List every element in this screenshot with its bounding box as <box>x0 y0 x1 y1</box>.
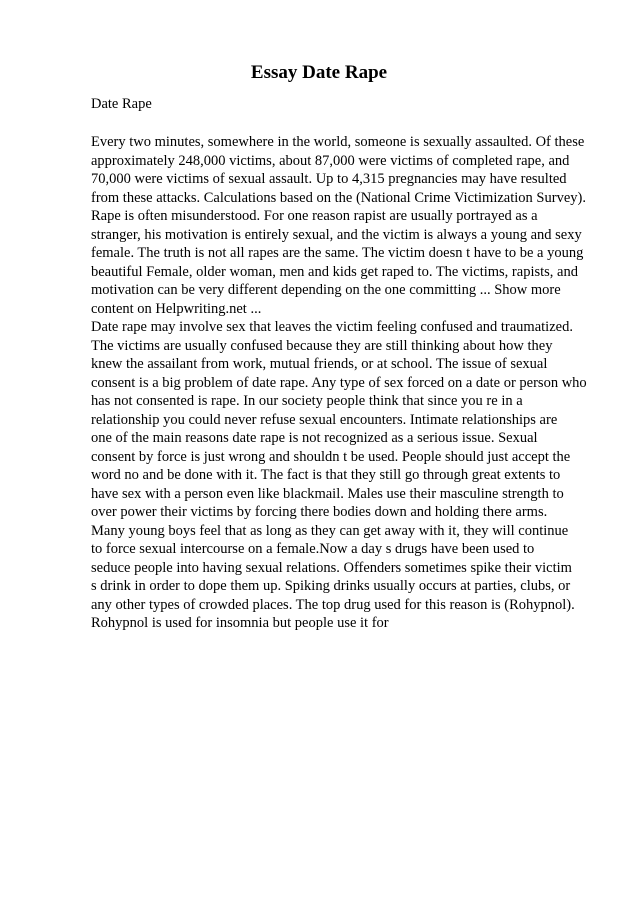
body-text-line: motivation can be very different depending on the one committing ... Show more <box>91 282 561 298</box>
body-text-line: s drink in order to dope them up. Spiking drinks usually occurs at parties, clubs, or <box>91 578 571 594</box>
body-text-line: Every two minutes, somewhere in the world, someone is sexually assaulted. Of these <box>91 134 585 150</box>
body-text-line: stranger, his motivation is entirely sexual, and the victim is always a young and sexy <box>91 226 582 243</box>
body-text-line: content on Helpwriting.net ... <box>91 300 262 317</box>
body-text-line: Rape is often misunderstood. For one reason rapist are usually portrayed as a <box>91 208 538 224</box>
body-text-line: consent by force is just wrong and shouldn t be used. People should just accept the <box>91 448 571 465</box>
body-text-line: Date rape may involve sex that leaves the victim feeling confused and traumatized. <box>91 319 573 335</box>
body-text-line: Many young boys feel that as long as they can get away with it, they will continue <box>91 522 569 539</box>
body-text-line: beautiful Female, older woman, men and kids get raped to. The victims, rapists, and <box>91 263 578 280</box>
body-text-line: relationship you could never refuse sexual encounters. Intimate relationships are <box>91 411 558 428</box>
body-text-line: over power their victims by forcing there bodies down and holding there arms. <box>91 504 548 520</box>
body-text-line: 70,000 were victims of sexual assault. Up to 4,315 pregnancies may have resulted <box>91 171 567 187</box>
body-text-line: have sex with a person even like blackmail. Males use their masculine strength to <box>91 485 564 502</box>
body-text-line: Rohypnol is used for insomnia but people use it for <box>91 615 389 631</box>
document-subtitle: Date Rape <box>91 96 152 112</box>
body-text-line: knew the assailant from work, mutual friends, or at school. The issue of sexual <box>91 356 548 372</box>
body-text-line: any other types of crowded places. The top drug used for this reason is (Rohypnol). <box>91 596 575 613</box>
body-text-line: has not consented is rape. In our society people think that since you re in a <box>91 393 523 409</box>
document-title: Essay Date Rape <box>250 62 388 83</box>
body-text-line: from these attacks. Calculations based on the (National Crime Victimization Survey). <box>91 189 586 206</box>
body-text-line: word no and be done with it. The fact is that they still go through great extents to <box>91 467 561 483</box>
document-body <box>91 133 611 633</box>
body-text-line: consent is a big problem of date rape. Any type of sex forced on a date or person who <box>91 374 587 391</box>
body-text-line: female. The truth is not all rapes are the same. The victim doesn t have to be a young <box>91 245 584 261</box>
body-text-line: approximately 248,000 victims, about 87,000 were victims of completed rape, and <box>91 152 570 169</box>
body-text-line: one of the main reasons date rape is not recognized as a serious issue. Sexual <box>91 430 538 446</box>
body-text-line: The victims are usually confused because they are still thinking about how they <box>91 337 553 354</box>
body-text-line: seduce people into having sexual relations. Offenders sometimes spike their victim <box>91 559 572 576</box>
body-text-line: to force sexual intercourse on a female.Now a day s drugs have been used to <box>91 541 535 557</box>
